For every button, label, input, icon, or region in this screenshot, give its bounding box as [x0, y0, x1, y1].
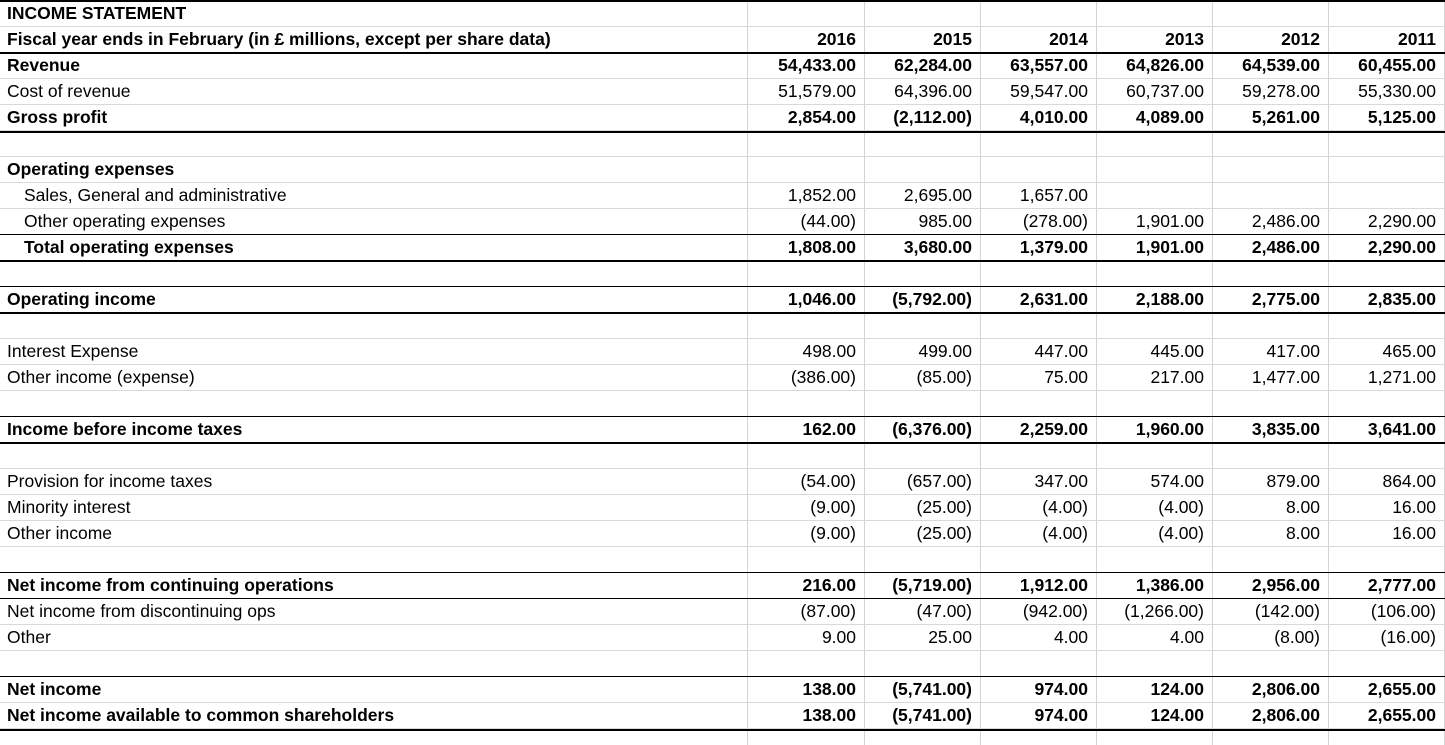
table-border-line: [0, 52, 1445, 54]
table-row: [0, 52, 1445, 78]
value-cell-2013[interactable]: 1,960.00: [1135, 419, 1204, 439]
value-cell-2015[interactable]: (6,376.00): [892, 419, 972, 439]
table-row: [0, 572, 1445, 598]
value-cell-2011[interactable]: 2,290.00: [1367, 211, 1436, 231]
value-cell-2012[interactable]: 2,775.00: [1251, 289, 1320, 309]
value-cell-2015[interactable]: (2,112.00): [893, 107, 972, 127]
year-header-2016[interactable]: 2016: [817, 29, 856, 49]
value-cell-2013[interactable]: 574.00: [1150, 471, 1204, 491]
year-header-2015[interactable]: 2015: [933, 29, 972, 49]
value-cell-2011[interactable]: 864.00: [1382, 471, 1436, 491]
table-row: [0, 234, 1445, 260]
table-border-line: [0, 416, 1445, 417]
value-cell-2011[interactable]: 2,835.00: [1367, 289, 1436, 309]
value-cell-2013[interactable]: 4.00: [1169, 627, 1204, 647]
value-cell-2014[interactable]: (4.00): [1042, 497, 1088, 517]
value-cell-2015[interactable]: (5,741.00): [892, 705, 972, 725]
value-cell-2015[interactable]: 25.00: [928, 627, 972, 647]
value-cell-2013[interactable]: 1,901.00: [1135, 237, 1204, 257]
value-cell-2012[interactable]: 2,956.00: [1251, 575, 1320, 595]
table-border-line: [0, 0, 1445, 2]
table-row: [0, 598, 1445, 624]
value-cell-2014[interactable]: 4.00: [1053, 627, 1088, 647]
table-border-line: [0, 598, 1445, 599]
value-cell-2012[interactable]: (8.00): [1274, 627, 1320, 647]
value-cell-2011[interactable]: 60,455.00: [1358, 55, 1436, 75]
value-cell-2013[interactable]: 1,901.00: [1135, 211, 1204, 231]
value-cell-2014[interactable]: 1,912.00: [1019, 575, 1088, 595]
table-row: [0, 286, 1445, 312]
value-cell-2011[interactable]: (16.00): [1380, 627, 1436, 647]
year-header-2012[interactable]: 2012: [1281, 29, 1320, 49]
blank-row: [0, 442, 1445, 468]
row-label[interactable]: Gross profit: [7, 107, 108, 127]
blank-row: [0, 650, 1445, 676]
value-cell-2011[interactable]: 2,655.00: [1367, 679, 1436, 699]
value-cell-2011[interactable]: 55,330.00: [1358, 81, 1436, 101]
value-cell-2016[interactable]: 54,433.00: [778, 55, 856, 75]
row-label[interactable]: Net income: [7, 679, 102, 699]
value-cell-2013[interactable]: 60,737.00: [1126, 81, 1204, 101]
value-cell-2011[interactable]: 3,641.00: [1367, 419, 1436, 439]
value-cell-2014[interactable]: 974.00: [1034, 679, 1088, 699]
value-cell-2012[interactable]: 2,806.00: [1251, 705, 1320, 725]
header-row: [0, 26, 1445, 52]
table-row: [0, 208, 1445, 234]
value-cell-2013[interactable]: 1,386.00: [1135, 575, 1204, 595]
table-border-line: [0, 442, 1445, 444]
row-label[interactable]: Operating expenses: [7, 159, 175, 179]
blank-row: [0, 546, 1445, 572]
value-cell-2013[interactable]: 4,089.00: [1135, 107, 1204, 127]
table-border-line: [0, 572, 1445, 573]
row-label[interactable]: Net income from continuing operations: [7, 575, 334, 595]
value-cell-2016[interactable]: 1,046.00: [787, 289, 856, 309]
value-cell-2016[interactable]: 216.00: [802, 575, 856, 595]
table-row: [0, 494, 1445, 520]
row-label[interactable]: Net income from discontinuing ops: [7, 601, 276, 621]
value-cell-2015[interactable]: 64,396.00: [894, 81, 972, 101]
value-cell-2013[interactable]: 124.00: [1150, 705, 1204, 725]
value-cell-2015[interactable]: (47.00): [916, 601, 972, 621]
value-cell-2012[interactable]: 2,486.00: [1251, 211, 1320, 231]
value-cell-2016[interactable]: (9.00): [810, 497, 856, 517]
value-cell-2014[interactable]: 1,657.00: [1019, 185, 1088, 205]
value-cell-2014[interactable]: 59,547.00: [1010, 81, 1088, 101]
table-row: [0, 624, 1445, 650]
value-cell-2013[interactable]: 217.00: [1150, 367, 1204, 387]
value-cell-2014[interactable]: (942.00): [1022, 601, 1088, 621]
value-cell-2015[interactable]: 3,680.00: [903, 237, 972, 257]
value-cell-2014[interactable]: 2,259.00: [1019, 419, 1088, 439]
row-label[interactable]: Operating income: [7, 289, 156, 309]
value-cell-2013[interactable]: (1,266.00): [1124, 601, 1204, 621]
table-row: [0, 702, 1445, 728]
row-label[interactable]: Other income (expense): [7, 367, 195, 387]
row-label[interactable]: Other income: [7, 523, 113, 543]
table-border-line: [0, 676, 1445, 677]
value-cell-2012[interactable]: 5,261.00: [1251, 107, 1320, 127]
value-cell-2013[interactable]: 445.00: [1150, 341, 1204, 361]
value-cell-2016[interactable]: 498.00: [802, 341, 856, 361]
value-cell-2011[interactable]: 2,655.00: [1367, 705, 1436, 725]
table-border-line: [0, 234, 1445, 235]
row-label[interactable]: Other operating expenses: [24, 211, 226, 231]
value-cell-2014[interactable]: 447.00: [1034, 341, 1088, 361]
table-row: [0, 182, 1445, 208]
value-cell-2015[interactable]: (5,741.00): [892, 679, 972, 699]
value-cell-2016[interactable]: (44.00): [800, 211, 856, 231]
value-cell-2013[interactable]: 2,188.00: [1135, 289, 1204, 309]
value-cell-2011[interactable]: 2,777.00: [1367, 575, 1436, 595]
value-cell-2011[interactable]: 16.00: [1392, 497, 1436, 517]
table-row: [0, 156, 1445, 182]
value-cell-2012[interactable]: 59,278.00: [1242, 81, 1320, 101]
value-cell-2013[interactable]: 124.00: [1150, 679, 1204, 699]
value-cell-2014[interactable]: 2,631.00: [1019, 289, 1088, 309]
row-label[interactable]: Cost of revenue: [7, 81, 131, 101]
value-cell-2011[interactable]: 16.00: [1392, 523, 1436, 543]
value-cell-2014[interactable]: (4.00): [1042, 523, 1088, 543]
value-cell-2016[interactable]: (9.00): [810, 523, 856, 543]
value-cell-2013[interactable]: 64,826.00: [1126, 55, 1204, 75]
value-cell-2016[interactable]: 51,579.00: [778, 81, 856, 101]
table-row: [0, 104, 1445, 130]
blank-row: [0, 312, 1445, 338]
value-cell-2015[interactable]: (85.00): [916, 367, 972, 387]
row-label[interactable]: Revenue: [7, 55, 80, 75]
value-cell-2012[interactable]: 8.00: [1285, 497, 1320, 517]
row-label[interactable]: Other: [7, 627, 51, 647]
row-label[interactable]: Minority interest: [7, 497, 131, 517]
table-row: [0, 676, 1445, 702]
year-header-2011[interactable]: 2011: [1398, 29, 1436, 49]
value-cell-2015[interactable]: 62,284.00: [894, 55, 972, 75]
value-cell-2011[interactable]: 2,290.00: [1367, 237, 1436, 257]
value-cell-2012[interactable]: 2,806.00: [1251, 679, 1320, 699]
table-border-line: [0, 312, 1445, 314]
value-cell-2015[interactable]: (25.00): [916, 497, 972, 517]
value-cell-2016[interactable]: 1,808.00: [787, 237, 856, 257]
table-border-line: [0, 131, 1445, 133]
value-cell-2016[interactable]: 162.00: [802, 419, 856, 439]
blank-row: [0, 130, 1445, 156]
value-cell-2011[interactable]: 5,125.00: [1367, 107, 1436, 127]
table-row: [0, 364, 1445, 390]
value-cell-2013[interactable]: (4.00): [1158, 523, 1204, 543]
value-cell-2014[interactable]: (278.00): [1022, 211, 1088, 231]
value-cell-2012[interactable]: 64,539.00: [1242, 55, 1320, 75]
value-cell-2014[interactable]: 63,557.00: [1010, 55, 1088, 75]
table-row: [0, 416, 1445, 442]
row-label[interactable]: Sales, General and administrative: [24, 185, 287, 205]
title-row: [0, 0, 1445, 26]
value-cell-2014[interactable]: 4,010.00: [1019, 107, 1088, 127]
value-cell-2013[interactable]: (4.00): [1158, 497, 1204, 517]
value-cell-2015[interactable]: 499.00: [918, 341, 972, 361]
row-label[interactable]: Net income available to common shareholders: [7, 705, 395, 725]
year-header-2013[interactable]: 2013: [1165, 29, 1204, 49]
value-cell-2011[interactable]: 1,271.00: [1367, 367, 1436, 387]
table-border-line: [0, 729, 1445, 731]
statement-title[interactable]: INCOME STATEMENT: [7, 3, 187, 23]
fiscal-year-note[interactable]: Fiscal year ends in February (in £ millions, except per share data): [7, 29, 551, 49]
value-cell-2011[interactable]: 465.00: [1382, 341, 1436, 361]
value-cell-2012[interactable]: (142.00): [1254, 601, 1320, 621]
table-border-line: [0, 260, 1445, 262]
value-cell-2012[interactable]: 417.00: [1266, 341, 1320, 361]
value-cell-2015[interactable]: 985.00: [918, 211, 972, 231]
value-cell-2014[interactable]: 75.00: [1044, 367, 1088, 387]
blank-row: [0, 260, 1445, 286]
table-border-line: [0, 286, 1445, 287]
value-cell-2015[interactable]: 2,695.00: [903, 185, 972, 205]
blank-row: [0, 390, 1445, 416]
value-cell-2016[interactable]: 138.00: [802, 679, 856, 699]
row-label[interactable]: Total operating expenses: [24, 237, 234, 257]
value-cell-2015[interactable]: (657.00): [906, 471, 972, 491]
value-cell-2016[interactable]: (87.00): [800, 601, 856, 621]
value-cell-2016[interactable]: 9.00: [821, 627, 856, 647]
value-cell-2012[interactable]: 2,486.00: [1251, 237, 1320, 257]
value-cell-2012[interactable]: 8.00: [1285, 523, 1320, 543]
value-cell-2016[interactable]: (54.00): [800, 471, 856, 491]
value-cell-2015[interactable]: (5,719.00): [892, 575, 972, 595]
value-cell-2014[interactable]: 974.00: [1034, 705, 1088, 725]
value-cell-2011[interactable]: (106.00): [1370, 601, 1436, 621]
value-cell-2014[interactable]: 347.00: [1034, 471, 1088, 491]
value-cell-2016[interactable]: 1,852.00: [787, 185, 856, 205]
table-row: [0, 520, 1445, 546]
value-cell-2015[interactable]: (25.00): [916, 523, 972, 543]
row-label[interactable]: Income before income taxes: [7, 419, 243, 439]
row-label[interactable]: Interest Expense: [7, 341, 139, 361]
value-cell-2014[interactable]: 1,379.00: [1019, 237, 1088, 257]
table-row: [0, 338, 1445, 364]
value-cell-2016[interactable]: 138.00: [802, 705, 856, 725]
row-label[interactable]: Provision for income taxes: [7, 471, 213, 491]
year-header-2014[interactable]: 2014: [1049, 29, 1088, 49]
value-cell-2015[interactable]: (5,792.00): [892, 289, 972, 309]
table-row: [0, 468, 1445, 494]
value-cell-2012[interactable]: 1,477.00: [1251, 367, 1320, 387]
value-cell-2016[interactable]: (386.00): [790, 367, 856, 387]
value-cell-2012[interactable]: 3,835.00: [1251, 419, 1320, 439]
value-cell-2012[interactable]: 879.00: [1266, 471, 1320, 491]
value-cell-2016[interactable]: 2,854.00: [787, 107, 856, 127]
table-row: [0, 78, 1445, 104]
